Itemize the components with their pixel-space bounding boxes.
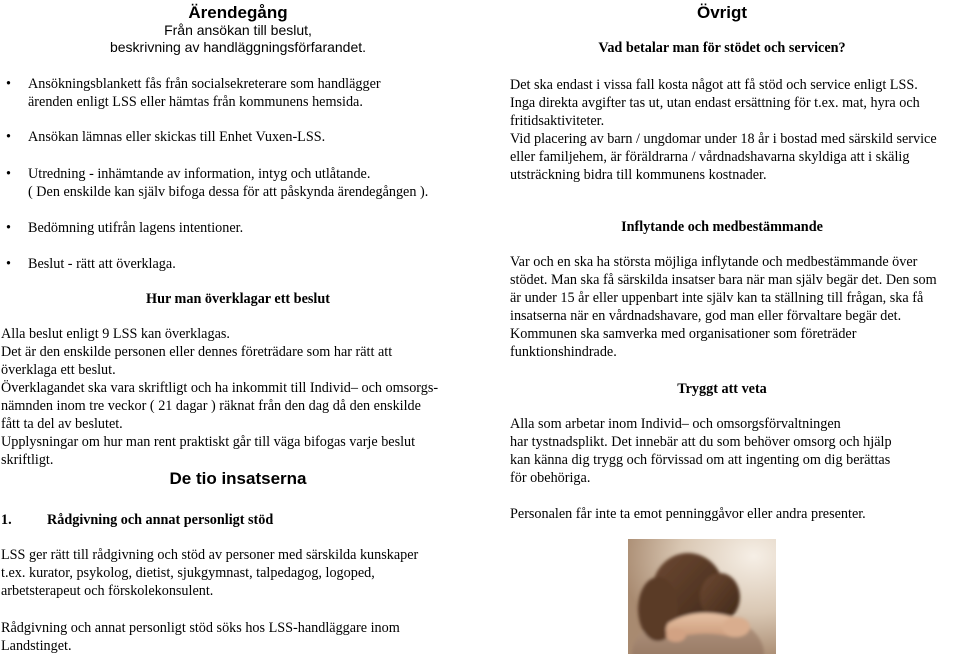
text-line: nämnden inom tre veckor ( 21 dagar ) räknat från den dag då den enskilde — [1, 398, 421, 414]
section-title: De tio insatserna — [169, 469, 307, 488]
text-line: funktionshindrade. — [510, 344, 617, 360]
text-line: Det ska endast i vissa fall kosta något att få stöd och service enligt LSS. — [510, 77, 918, 93]
bullet-marker: • — [6, 129, 11, 145]
text-line: Var och en ska ha största möjliga inflytande och medbestämmande över — [510, 254, 918, 270]
bullet-text: ( Den enskilde kan själv bifoga dessa för att påskynda ärendegången ). — [28, 184, 429, 200]
left-subtitle-line-1: Från ansökan till beslut, — [164, 22, 312, 38]
bullet-text: Bedömning utifrån lagens intentioner. — [28, 220, 244, 236]
text-line: Rådgivning och annat personligt stöd söks hos LSS-handläggare inom — [1, 620, 400, 636]
text-line: LSS ger rätt till rådgivning och stöd av personer med särskilda kunskaper — [1, 547, 419, 563]
bullet-marker: • — [6, 220, 11, 236]
text-line: är under 15 år eller uppenbart inte själv kan ta ställning till frågan, ska få — [510, 290, 924, 306]
left-title: Ärendegång — [188, 3, 288, 22]
text-line: utsträckning bidra till kommunens kostnader. — [510, 167, 767, 183]
item-paragraph — [1, 546, 471, 600]
bullet-text: Ansökan lämnas eller skickas till Enhet Vuxen-LSS. — [28, 129, 326, 145]
text-line: fritidsaktiviteter. — [510, 113, 605, 129]
text-line: kan känna dig trygg och förvissad om att ingenting om dig berättas — [510, 452, 891, 468]
text-line: Inga direkta avgifter tas ut, utan endast ersättning för t.ex. mat, hyra och — [510, 95, 920, 111]
hug-photo — [628, 539, 776, 654]
text-line: Det är den enskilde personen eller dennes företrädare som har rätt att — [1, 344, 393, 360]
bullet-text: Ansökningsblankett fås från socialsekreterare som handlägger — [28, 76, 381, 92]
influence-heading: Inflytande och medbestämmande — [621, 219, 823, 235]
text-line: Landstinget. — [1, 638, 72, 654]
item-heading — [1, 511, 471, 529]
cost-paragraph — [510, 76, 958, 184]
final-paragraph — [1, 619, 471, 655]
bullet-text: Beslut - rätt att överklaga. — [28, 256, 176, 272]
bullet-item — [6, 255, 476, 273]
text-line: t.ex. kurator, psykolog, dietist, sjukgymnast, talpedagog, logoped, — [1, 565, 375, 581]
text-line: Alla beslut enligt 9 LSS kan överklagas. — [1, 326, 230, 342]
bullet-text: Utredning - inhämtande av information, intyg och utlåtande. — [28, 166, 371, 182]
text-line: Vid placering av barn / ungdomar under 18 år i bostad med särskild service — [510, 131, 937, 147]
text-line: har tystnadsplikt. Det innebär att du som behöver omsorg och hjälp — [510, 434, 892, 450]
bullet-item — [6, 75, 476, 111]
text-line: Alla som arbetar inom Individ– och omsorgsförvaltningen — [510, 416, 841, 432]
text-line: insatserna när en vårdnadshavare, god man eller förvaltare begär det. — [510, 308, 902, 324]
text-line: Upplysningar om hur man rent praktiskt går till väga bifogas varje beslut — [1, 434, 416, 450]
appeal-paragraph — [1, 325, 471, 469]
text-line: fått ta del av beslutet. — [1, 416, 123, 432]
bullet-item — [6, 165, 476, 201]
bullet-marker: • — [6, 166, 11, 182]
safe-heading: Tryggt att veta — [677, 381, 767, 397]
item-number: 1. — [1, 512, 12, 528]
influence-paragraph — [510, 253, 958, 361]
left-subtitle-line-2: beskrivning av handläggningsförfarandet. — [109, 39, 367, 55]
text-line: skriftligt. — [1, 452, 54, 468]
cost-heading: Vad betalar man för stödet och servicen? — [598, 40, 846, 56]
bullet-marker: • — [6, 76, 11, 92]
bullet-item — [6, 128, 476, 146]
text-line: stödet. Man ska få särskilda insatser bara när man själv begär det. Den som — [510, 272, 937, 288]
text-line: Kommunen ska samverka med organisationer som företräder — [510, 326, 857, 342]
item-title: Rådgivning och annat personligt stöd — [47, 512, 274, 528]
right-title: Övrigt — [696, 3, 748, 22]
gift-rule: Personalen får inte ta emot penninggåvor eller andra presenter. — [510, 506, 866, 522]
bullet-item — [6, 219, 476, 237]
appeal-heading: Hur man överklagar ett beslut — [146, 291, 330, 307]
bullet-marker: • — [6, 256, 11, 272]
bullet-text: ärenden enligt LSS eller hämtas från kommunens hemsida. — [28, 94, 363, 110]
text-line: arbetsterapeut och förskolekonsulent. — [1, 583, 214, 599]
text-line: överklaga ett beslut. — [1, 362, 116, 378]
text-line: för obehöriga. — [510, 470, 591, 486]
safe-paragraph — [510, 415, 958, 487]
text-line: eller familjehem, är föräldrarna / vårdnadshavarna skyldiga att i skälig — [510, 149, 910, 165]
text-line: Överklagandet ska vara skriftligt och ha inkommit till Individ– och omsorgs- — [1, 380, 439, 396]
